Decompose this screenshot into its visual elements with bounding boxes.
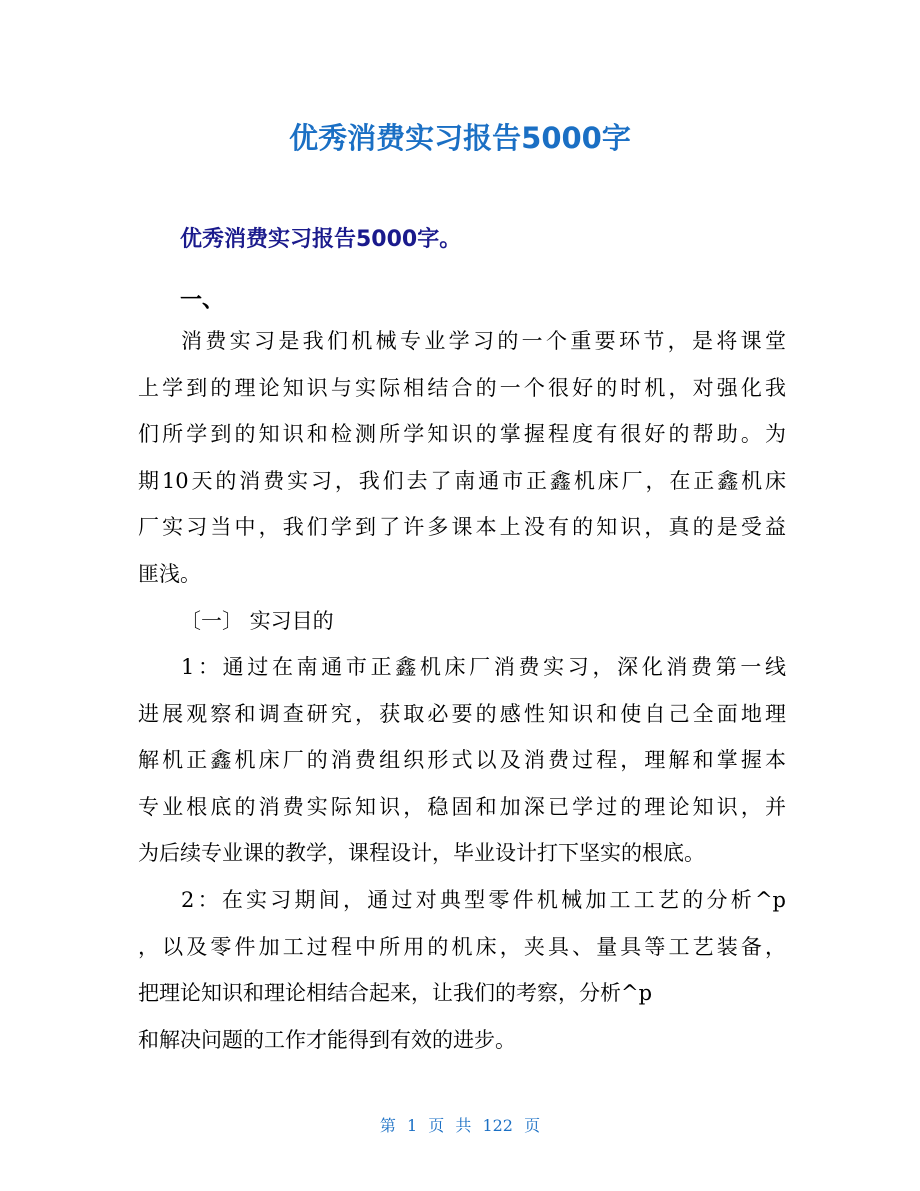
page-title: 优秀消费实习报告5000字 bbox=[289, 121, 631, 155]
paragraph-purpose-2 bbox=[138, 877, 786, 1063]
paragraph-line: 和解决问题的工作才能得到有效的进步。 bbox=[138, 1027, 516, 1052]
paragraph-line: 匪浅。 bbox=[138, 561, 201, 586]
paragraph-line: 2：在实习期间，通过对典型零件机械加工工艺的分析^p bbox=[181, 888, 786, 912]
paragraph-line: 把理论知识和理论相结合起来，让我们的考察，分析^p bbox=[138, 981, 653, 1005]
paragraph-line: 期10天的消费实习，我们去了南通市正鑫机床厂，在正鑫机床 bbox=[138, 468, 786, 493]
document-subtitle: 优秀消费实习报告5000字。 bbox=[180, 227, 462, 252]
page-number-footer: 第 1 页 共 122 页 bbox=[379, 1116, 541, 1135]
paragraph-line: 1：通过在南通市正鑫机床厂消费实习，深化消费第一线 bbox=[181, 655, 786, 679]
paragraph-line: 解机正鑫机床厂的消费组织形式以及消费过程，理解和掌握本 bbox=[138, 748, 786, 772]
paragraph-intro bbox=[138, 318, 786, 597]
paragraph-line: 为后续专业课的教学，课程设计，毕业设计打下坚实的根底。 bbox=[138, 841, 705, 865]
paragraph-line: 厂实习当中，我们学到了许多课本上没有的知识，真的是受益 bbox=[138, 515, 786, 539]
paragraph-line: 进展观察和调查研究，获取必要的感性知识和使自己全面地理 bbox=[138, 701, 786, 726]
paragraph-line: 上学到的理论知识与实际相结合的一个很好的时机，对强化我 bbox=[138, 375, 786, 400]
subsection-heading: 〔一〕 实习目的 bbox=[180, 609, 334, 633]
section-number: 一、 bbox=[180, 288, 225, 313]
paragraph-line: 消费实习是我们机械专业学习的一个重要环节，是将课堂 bbox=[181, 329, 786, 353]
paragraph-line: ，以及零件加工过程中所用的机床，夹具、量具等工艺装备， bbox=[138, 934, 786, 959]
paragraph-purpose-1 bbox=[138, 644, 786, 877]
paragraph-line: 专业根底的消费实际知识，稳固和加深已学过的理论知识，并 bbox=[138, 794, 786, 819]
paragraph-line: 们所学到的知识和检测所学知识的掌握程度有很好的帮助。为 bbox=[138, 422, 786, 446]
